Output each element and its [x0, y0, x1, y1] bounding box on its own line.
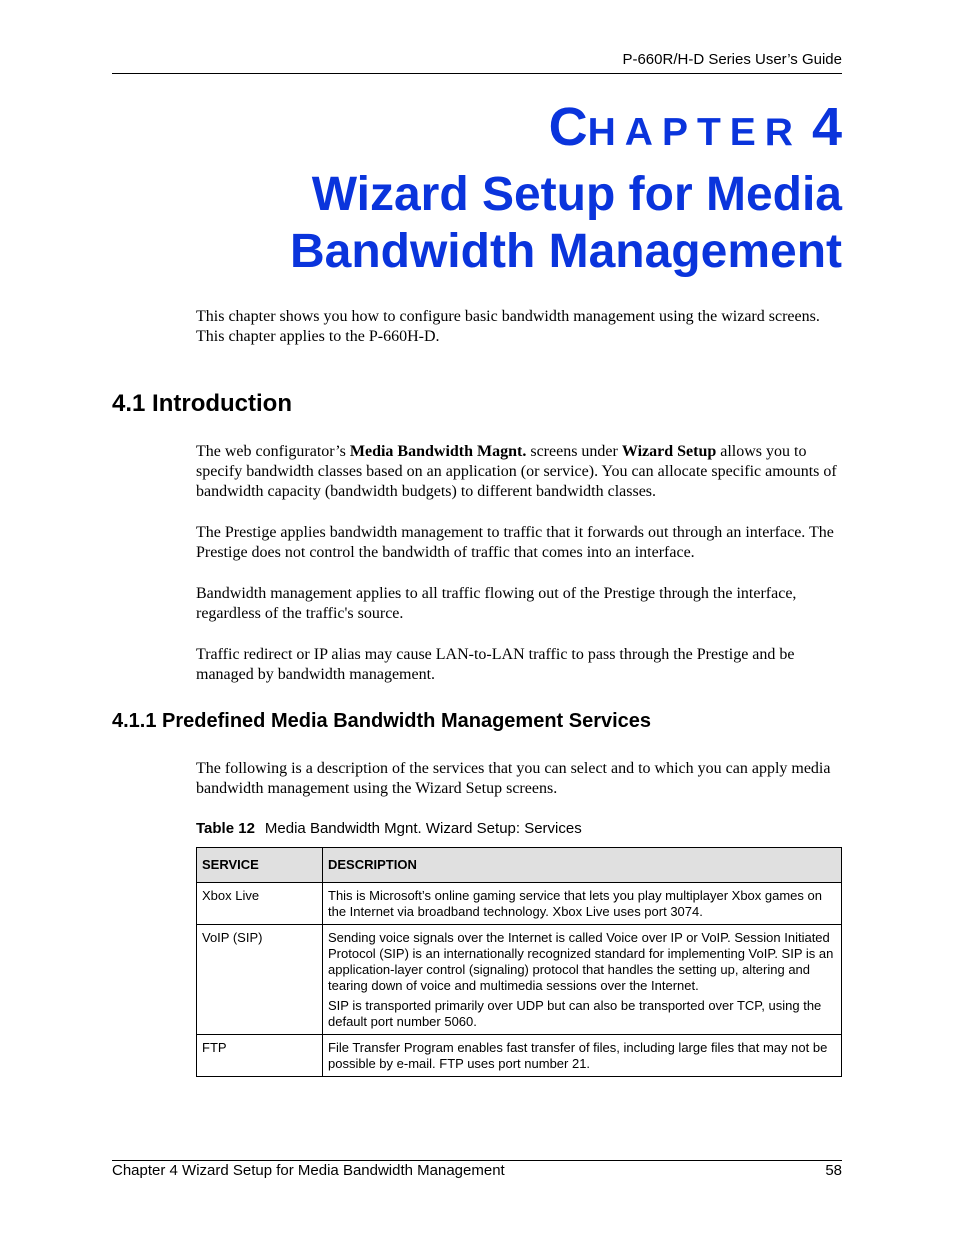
- table-header-row: [197, 848, 842, 883]
- intro-paragraph-4: Traffic redirect or IP alias may cause LAN-to-LAN traffic to pass through the Prestige and be managed by bandwidth management.: [196, 646, 795, 683]
- table-row: [197, 883, 842, 925]
- service-cell: VoIP (SIP): [197, 925, 323, 1035]
- chapter-number: 4: [811, 97, 842, 157]
- service-cell: FTP: [197, 1035, 323, 1077]
- chapter-title: [122, 166, 842, 280]
- table-caption: [196, 820, 582, 837]
- chapter-title-line2: Bandwidth Management: [289, 225, 842, 278]
- table-row: [197, 925, 842, 1035]
- chapter-label: [548, 97, 842, 157]
- bold-term-wizard-setup: Wizard Setup: [621, 443, 717, 460]
- intro-paragraph-1: [196, 442, 846, 502]
- text-run: The web configurator’s: [196, 443, 350, 460]
- chapter-title-line1: Wizard Setup for Media: [311, 168, 842, 221]
- table-caption-label: Table 12: [196, 820, 255, 837]
- footer-divider: [112, 1160, 842, 1161]
- footer-page-number: 58: [825, 1162, 842, 1179]
- intro-paragraph-2: The Prestige applies bandwidth management to traffic that it forwards out through an interface. The Prestige does not control the bandwidth of traffic that comes into an interface.: [196, 524, 834, 561]
- services-table: [196, 847, 842, 1077]
- text-run: allows you to specify bandwidth classes based on an application (or service). You can allocate specific amounts of bandwidth capacity (bandwidth budgets) to different bandwidth classes.: [196, 443, 837, 500]
- bold-term-media-bandwidth: Media Bandwidth Magnt.: [349, 443, 527, 460]
- description-text: Sending voice signals over the Internet is called Voice over IP or VoIP. Session Initiated Protocol (SIP) is an internationally recognized standard for implementing VoIP. SIP is an application-layer control (signaling) protocol that handles the setting up, altering and tearing down of voice and multimedia sessions over the Internet.: [328, 930, 834, 993]
- description-cell: [323, 883, 842, 925]
- intro-paragraph-3: Bandwidth management applies to all traffic flowing out of the Prestige through the interface, regardless of the traffic's source.: [196, 585, 797, 622]
- services-paragraph: The following is a description of the services that you can select and to which you can apply media bandwidth management using the Wizard Setup screens.: [196, 760, 831, 797]
- section-heading-introduction: 4.1 Introduction: [112, 390, 292, 417]
- description-text: File Transfer Program enables fast transfer of files, including large files that may not be possible by e-mail. FTP uses port number 21.: [328, 1040, 828, 1071]
- table-row: [197, 1035, 842, 1077]
- description-cell: [323, 1035, 842, 1077]
- chapter-label-rest: HAPTER: [587, 111, 802, 154]
- column-header-description: DESCRIPTION: [323, 848, 842, 883]
- service-cell: Xbox Live: [197, 883, 323, 925]
- description-text: SIP is transported primarily over UDP but can also be transported over TCP, using the default port number 5060.: [328, 998, 822, 1029]
- chapter-intro-paragraph: This chapter shows you how to configure basic bandwidth management using the wizard screens. This chapter applies to the P-660H-D.: [196, 308, 820, 345]
- table-caption-text: Media Bandwidth Mgnt. Wizard Setup: Services: [264, 820, 582, 837]
- column-header-service: SERVICE: [197, 848, 323, 883]
- chapter-label-initial: C: [548, 97, 588, 157]
- section-heading-predefined-services: 4.1.1 Predefined Media Bandwidth Management Services: [112, 710, 652, 732]
- footer-chapter-title: Chapter 4 Wizard Setup for Media Bandwidth Management: [112, 1162, 505, 1179]
- text-run: screens under: [526, 443, 622, 460]
- description-text: This is Microsoft’s online gaming service that lets you play multiplayer Xbox games on the Internet via broadband technology. Xbox Live uses port 3074.: [328, 888, 822, 919]
- header-divider: [112, 73, 842, 74]
- running-header: P-660R/H-D Series User’s Guide: [622, 51, 842, 68]
- description-cell: [323, 925, 842, 1035]
